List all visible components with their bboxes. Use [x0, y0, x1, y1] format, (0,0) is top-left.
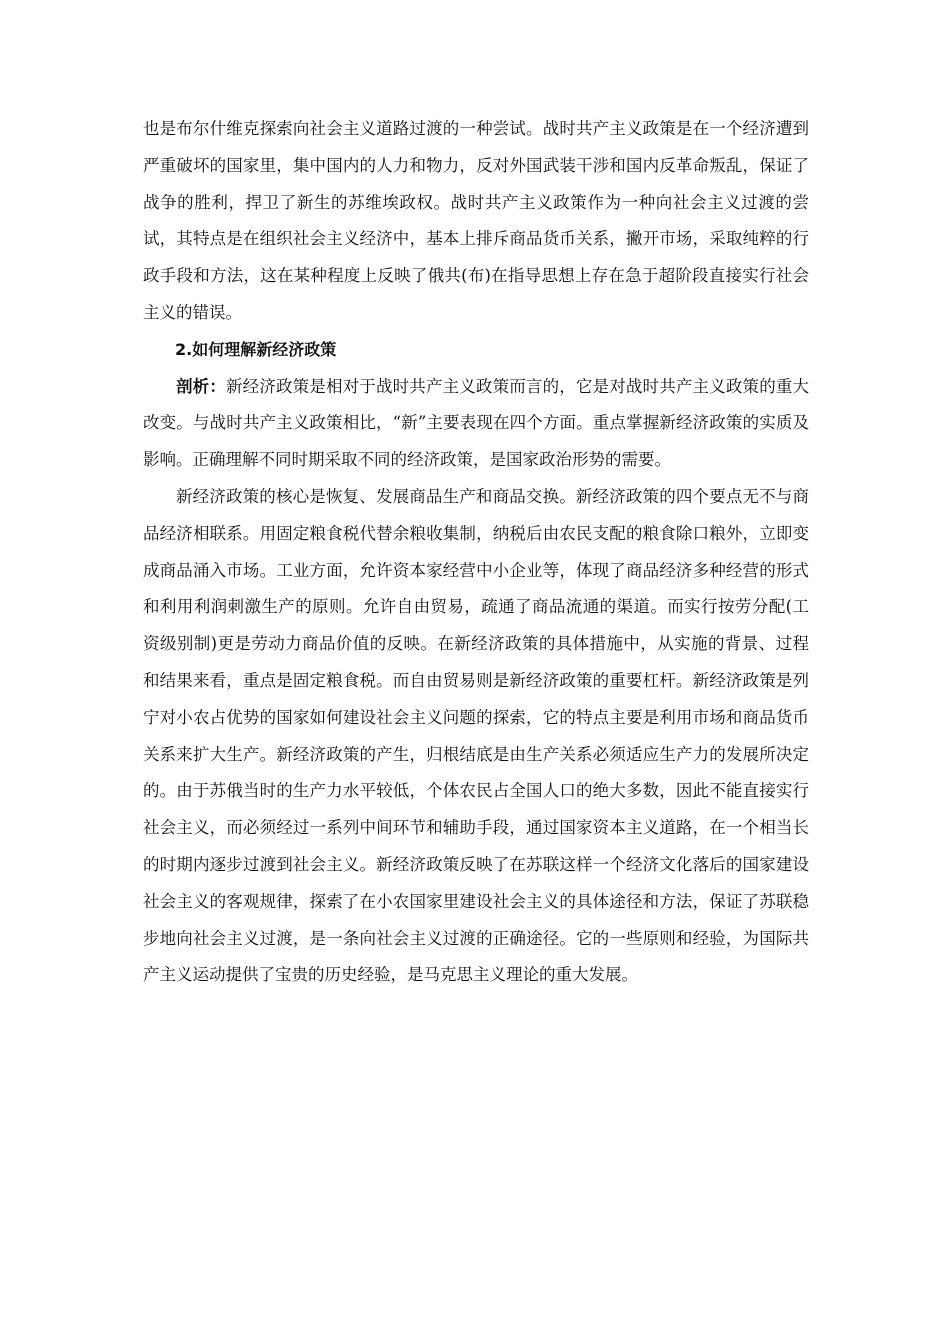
document-body	[143, 111, 809, 994]
analysis-text: 新经济政策是相对于战时共产主义政策而言的，它是对战时共产主义政策的重大改变。与战时共产主义政策相比，“新”主要表现在四个方面。重点掌握新经济政策的实质及影响。正确理解不同时期采取不同的经济政策，是国家政治形势的需要。	[143, 376, 810, 470]
section-heading: 2.如何理解新经济政策	[175, 339, 337, 359]
paragraph-war-communism: 也是布尔什维克探索向社会主义道路过渡的一种尝试。战时共产主义政策是在一个经济遭到严重破坏的国家里，集中国内的人力和物力，反对外国武装干涉和国内反革命叛乱，保证了战争的胜利，捍卫了新生的苏维埃政权。战时共产主义政策作为一种向社会主义过渡的尝试，其特点是在组织社会主义经济中，基本上排斥商品货币关系，撇开市场，采取纯粹的行政手段和方法，这在某种程度上反映了俄共(布)在指导思想上存在急于超阶段直接实行社会主义的错误。	[143, 119, 809, 322]
paragraph-new-economic-policy: 新经济政策的核心是恢复、发展商品生产和商品交换。新经济政策的四个要点无不与商品经济相联系。用固定粮食税代替余粮收集制，纳税后由农民支配的粮食除口粮外，立即变成商品涌入市场。工业方面，允许资本家经营中小企业等，体现了商品经济多种经营的形式和利用利润刺激生产的原则。允许自由贸易，疏通了商品流通的渠道。而实行按劳分配(工资级别制)更是劳动力商品价值的反映。在新经济政策的具体措施中，从实施的背景、过程和结果来看，重点是固定粮食税。而自由贸易则是新经济政策的重要杠杆。新经济政策是列宁对小农占优势的国家如何建设社会主义问题的探索，它的特点主要是利用市场和商品货币关系来扩大生产。新经济政策的产生，归根结底是由生产关系必须适应生产力的发展所决定的。由于苏俄当时的生产力水平较低，个体农民占全国人口的绝大多数，因此不能直接实行社会主义，而必须经过一系列中间环节和辅助手段，通过国家资本主义道路，在一个相当长的时期内逐步过渡到社会主义。新经济政策反映了在苏联这样一个经济文化落后的国家建设社会主义的客观规律，探索了在小农国家里建设社会主义的具体途径和方法，保证了苏联稳步地向社会主义过渡，是一条向社会主义过渡的正确途径。它的一些原则和经验，为国际共产主义运动提供了宝贵的历史经验，是马克思主义理论的重大发展。	[143, 486, 809, 985]
analysis-paragraph	[143, 369, 809, 479]
analysis-label: 剖析：	[176, 376, 226, 396]
